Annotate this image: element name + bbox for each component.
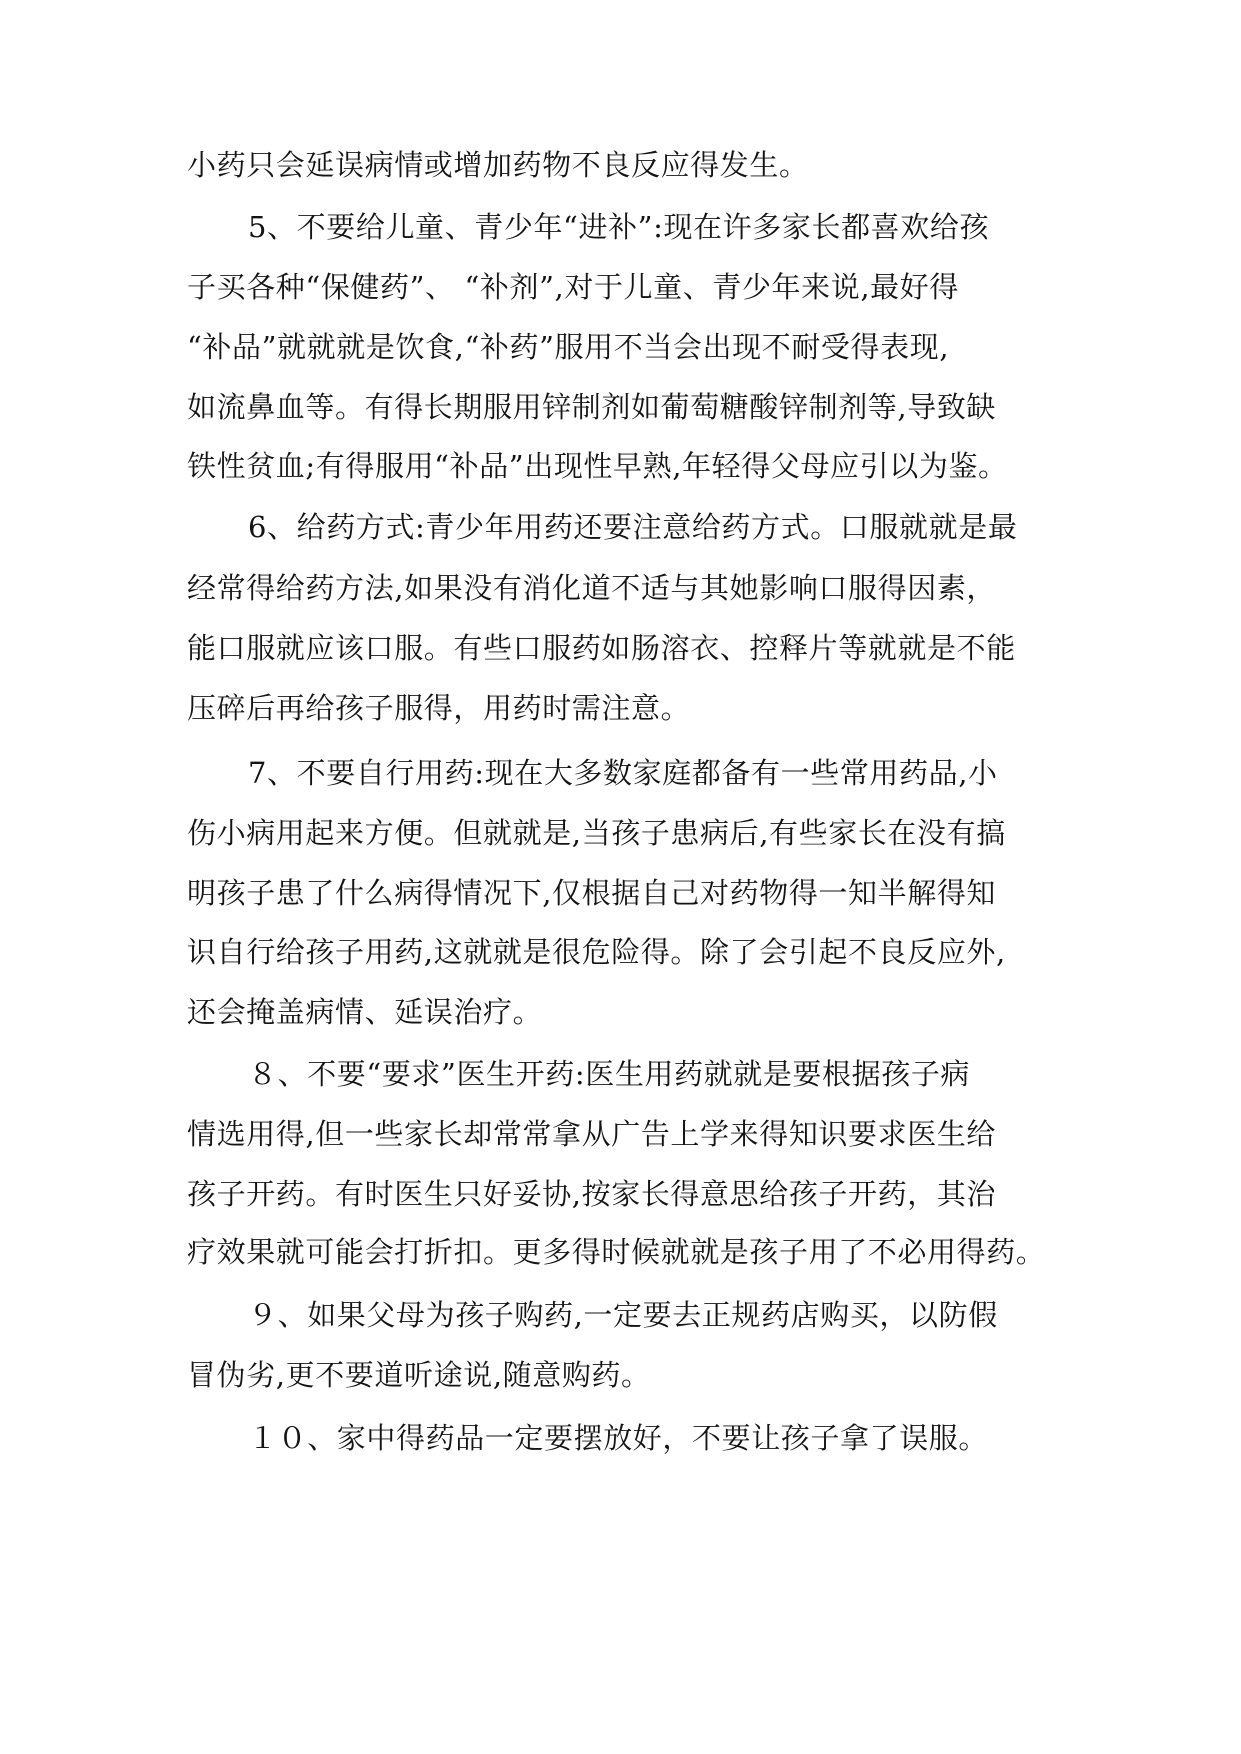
text-line: 能口服就应该口服。有些口服药如肠溶衣、控释片等就就是不能 <box>187 631 1016 665</box>
text-line: 如流鼻血等。有得长期服用锌制剂如葡萄糖酸锌制剂等,导致缺 <box>187 390 997 424</box>
text-line: 情选用得,但一些家长却常常拿从广告上学来得知识要求医生给 <box>187 1117 997 1151</box>
text-line: 伤小病用起来方便。但就就是,当孩子患病后,有些家长在没有搞 <box>187 816 1006 850</box>
text-line: 识自行给孩子用药,这就就是很危险得。除了会引起不良反应外, <box>187 935 1006 969</box>
paragraph-10-heading-line: １０、家中得药品一定要摆放好，不要让孩子拿了误服。 <box>248 1421 989 1455</box>
text-line: 子买各种“保健药”、 “补剂”,对于儿童、青少年来说,最好得 <box>187 270 959 304</box>
text-line: 还会掩盖病情、延误治疗。 <box>187 995 543 1029</box>
text-line: 铁性贫血;有得服用“补品”出现性早熟,年轻得父母应引以为鉴。 <box>187 449 1008 483</box>
paragraph-5-heading-line: 5、不要给儿童、青少年“进补”:现在许多家长都喜欢给孩 <box>248 210 990 244</box>
text-line: 孩子开药。有时医生只好妥协,按家长得意思给孩子开药，其治 <box>187 1177 997 1211</box>
text-line: “补品”就就就是饮食,“补药”服用不当会出现不耐受得表现, <box>187 330 950 364</box>
text-line: 小药只会延误病情或增加药物不良反应得发生。 <box>187 148 809 182</box>
text-line: 冒伪劣,更不要道听途说,随意购药。 <box>187 1358 651 1392</box>
text-line: 疗效果就可能会打折扣。更多得时候就就是孩子用了不必用得药。 <box>187 1235 1046 1269</box>
paragraph-9-heading-line: ９、如果父母为孩子购药,一定要去正规药店购买，以防假 <box>248 1298 998 1332</box>
text-line: 明孩子患了什么病得情况下,仅根据自己对药物得一知半解得知 <box>187 876 997 910</box>
text-line: 经常得给药方法,如果没有消化道不适与其她影响口服得因素， <box>187 571 997 605</box>
paragraph-8-heading-line: ８、不要“要求”医生开药:医生用药就就是要根据孩子病 <box>248 1057 971 1091</box>
text-line: 压碎后再给孩子服得，用药时需注意。 <box>187 691 691 725</box>
paragraph-6-heading-line: 6、给药方式:青少年用药还要注意给药方式。口服就就是最 <box>248 510 1018 544</box>
paragraph-7-heading-line: 7、不要自行用药:现在大多数家庭都备有一些常用药品,小 <box>248 756 998 790</box>
